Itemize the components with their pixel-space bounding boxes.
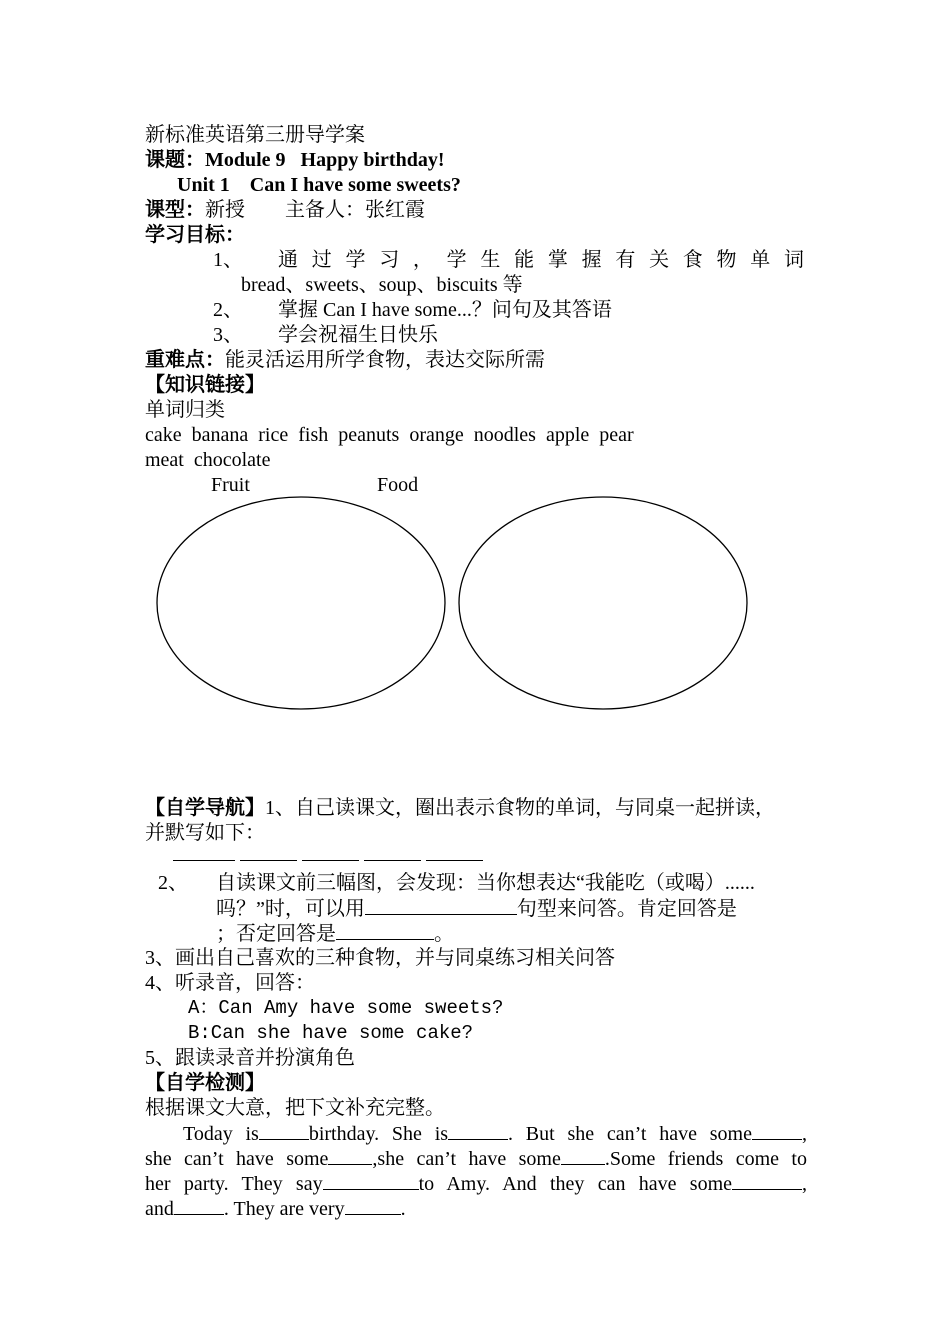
word-sort-heading: 单词归类 (145, 399, 225, 421)
cloze-text: ,she can’t have some (372, 1148, 561, 1170)
cloze-text: , (802, 1173, 808, 1195)
blank[interactable] (336, 921, 434, 940)
series-title: 新标准英语第三册导学案 (145, 124, 365, 146)
cloze-text: and (145, 1198, 174, 1220)
q2-line2-b: 句型来问答。肯定回答是 (516, 898, 737, 920)
self-test-heading: 【自学检测】 (145, 1072, 265, 1094)
q2-line3 (216, 921, 454, 947)
cloze-text: . They are very (223, 1198, 345, 1220)
q4-question-b: B:Can she have some cake? (188, 1022, 474, 1044)
q5: 5、跟读录音并扮演角色 (145, 1047, 355, 1069)
cloze-line-2 (145, 1146, 807, 1172)
knowledge-heading: 【知识链接】 (145, 374, 265, 396)
q1-text: 1、自己读课文，圈出表示食物的单词，与同桌一起拼读， (265, 797, 775, 819)
blank[interactable] (448, 1121, 508, 1140)
difficulty-text: 能灵活运用所学食物，表达交际所需 (225, 349, 545, 371)
cloze-line-1 (183, 1121, 807, 1147)
goal-2-text: 掌握 Can I have some...？问句及其答语 (278, 299, 612, 321)
word-list-line-1: cake banana rice fish peanuts orange noodles apple pear (145, 424, 634, 446)
blank[interactable] (364, 842, 421, 861)
blank[interactable] (732, 1171, 802, 1190)
blank[interactable] (240, 842, 297, 861)
blank[interactable] (328, 1146, 372, 1165)
blank[interactable] (426, 842, 483, 861)
cloze-text: she can’t have some (145, 1148, 329, 1170)
blank[interactable] (302, 842, 359, 861)
goal-1-num: 1、 (213, 249, 243, 271)
cloze-text: Today is (183, 1123, 259, 1145)
q1-line2: 并默写如下： (145, 822, 265, 844)
fruit-label: Fruit (211, 474, 250, 496)
blank[interactable] (173, 842, 235, 861)
q2-line1: 自读课文前三幅图，会发现：当你想表达“我能吃（或喝）...... (216, 872, 755, 894)
self-test-instruction: 根据课文大意，把下文补充完整。 (145, 1097, 445, 1119)
q2-line3-b: 。 (434, 923, 454, 945)
q2-line2 (216, 896, 737, 922)
q1-blanks (173, 842, 483, 868)
goal-3-text: 学会祝福生日快乐 (278, 324, 438, 346)
word-list-line-2: meat chocolate (145, 449, 271, 471)
goals-label: 学习目标： (145, 224, 245, 246)
self-study-q1-line1 (145, 796, 775, 821)
cloze-line-4 (145, 1196, 406, 1222)
cloze-line-3 (145, 1171, 807, 1197)
blank[interactable] (365, 896, 517, 915)
blank[interactable] (561, 1146, 605, 1165)
type-label: 课型： (145, 199, 205, 221)
q3: 3、画出自己喜欢的三种食物，并与同桌练习相关问答 (145, 947, 615, 969)
blank[interactable] (345, 1196, 401, 1215)
topic-value: Module 9 Happy birthday! (205, 149, 445, 171)
goal-2-num: 2、 (213, 299, 243, 321)
cloze-text: birthday. She is (308, 1123, 449, 1145)
q4-question-a: A：Can Amy have some sweets? (188, 997, 504, 1019)
food-label: Food (377, 474, 419, 496)
blank[interactable] (174, 1196, 224, 1215)
cloze-text: .Some friends come to (604, 1148, 807, 1170)
difficulty-label: 重难点： (145, 349, 225, 371)
blank[interactable] (752, 1121, 802, 1140)
q4: 4、听录音，回答： (145, 972, 315, 994)
unit-title: Unit 1 Can I have some sweets? (177, 174, 461, 196)
blank[interactable] (323, 1171, 419, 1190)
q2-num: 2、 (158, 872, 188, 894)
cloze-text: her party. They say (145, 1173, 323, 1195)
self-study-heading: 【自学导航】 (145, 797, 265, 819)
food-oval[interactable] (459, 497, 747, 709)
preparer: 主备人：张红霞 (285, 199, 425, 221)
type-value: 新授 (205, 199, 245, 221)
goal-3-num: 3、 (213, 324, 243, 346)
q2-line2-a: 吗？”时，可以用 (216, 898, 365, 920)
cloze-text: to Amy. And they can have some (418, 1173, 733, 1195)
blank[interactable] (259, 1121, 309, 1140)
fruit-oval[interactable] (157, 497, 445, 709)
cloze-text: . (400, 1198, 406, 1220)
cloze-text: . But she can’t have some (508, 1123, 752, 1145)
cloze-text: , (802, 1123, 807, 1145)
topic-label: 课题： (145, 149, 205, 171)
q2-line3-a: ；否定回答是 (216, 923, 336, 945)
goal-1-text: 通过学习，学生能掌握有关食物单词 (278, 249, 806, 271)
goal-1-continuation: bread、sweets、soup、biscuits 等 (241, 274, 523, 296)
